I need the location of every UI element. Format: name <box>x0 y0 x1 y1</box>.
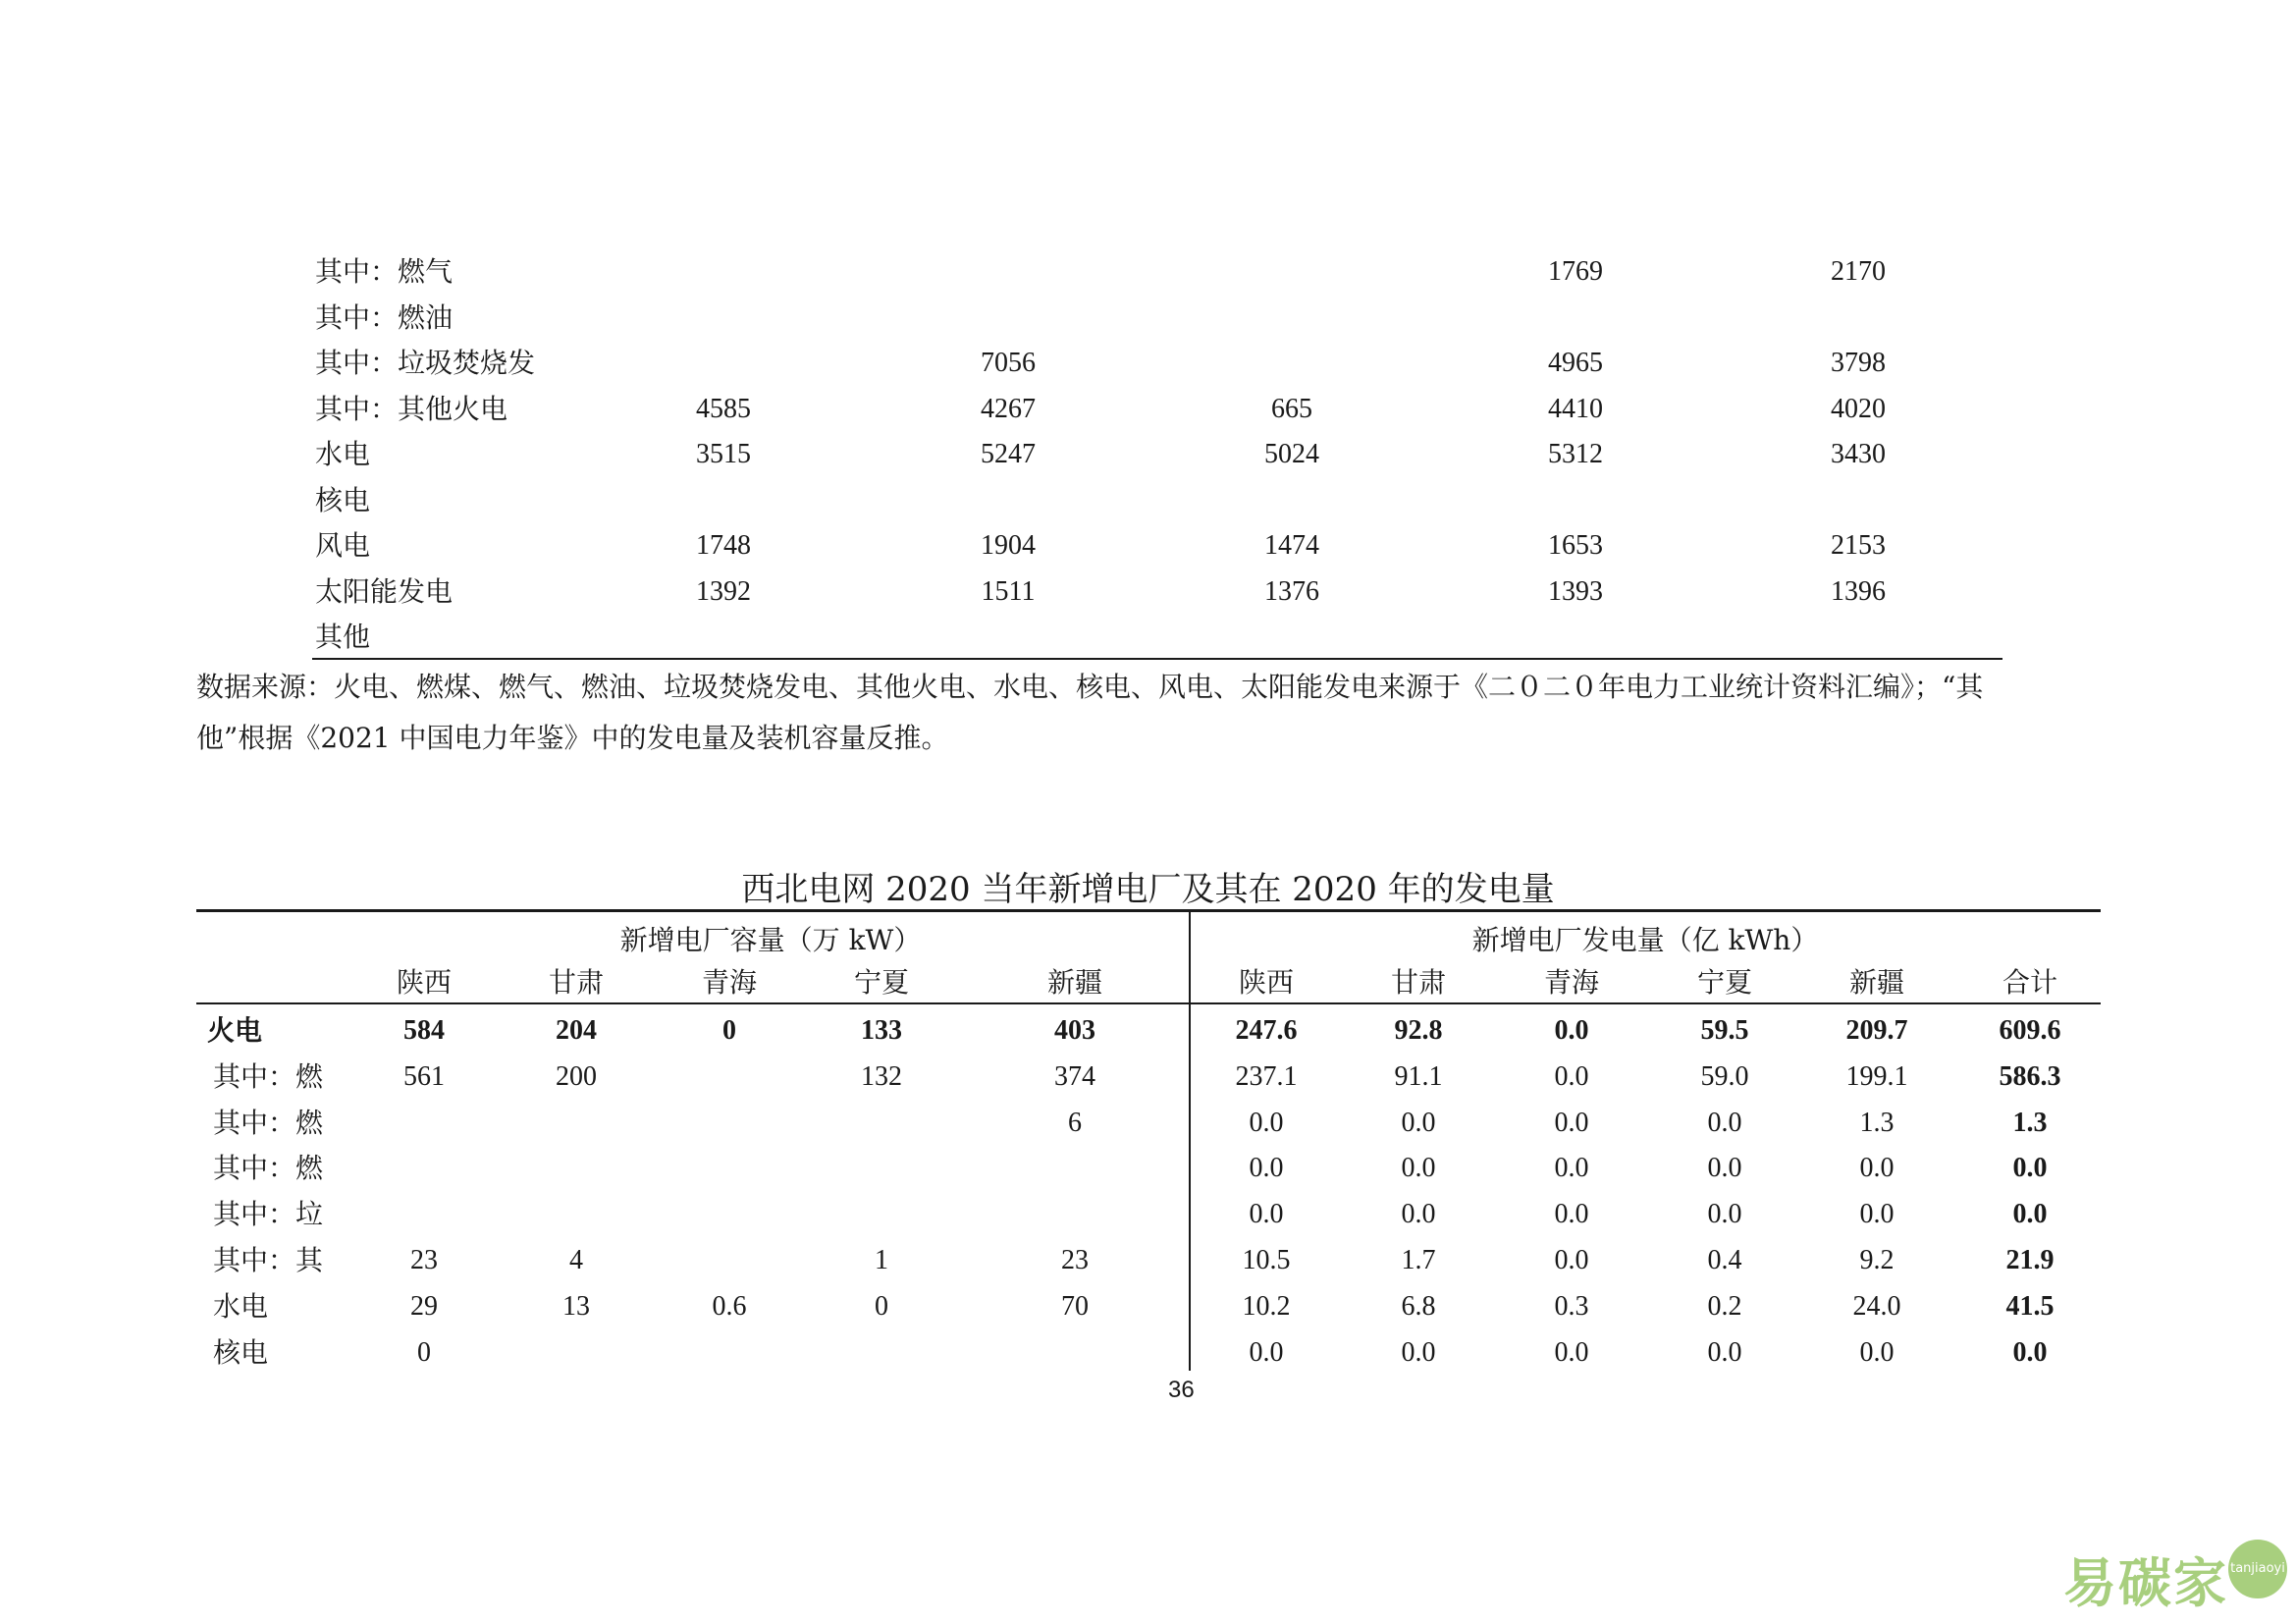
watermark-logo: 易碳家 <box>2063 1552 2228 1614</box>
total-cell: 0.0 <box>2012 1153 2048 1184</box>
generation-cell: 0.0 <box>1859 1153 1895 1184</box>
generation-cell: 1.3 <box>1859 1107 1895 1138</box>
generation-cell: 59.0 <box>1700 1060 1749 1092</box>
generation-cell: 0.0 <box>1401 1107 1436 1138</box>
generation-cell: 9.2 <box>1859 1245 1895 1275</box>
capacity-cell: 1 <box>875 1245 888 1275</box>
capacity-cell: 0 <box>875 1290 888 1322</box>
capacity-cell: 23 <box>410 1245 438 1275</box>
table1-cell: 4965 <box>1548 348 1603 378</box>
capacity-column-header: 陕西 <box>396 968 452 999</box>
generation-cell: 0.2 <box>1707 1290 1742 1322</box>
total-cell: 0.0 <box>2012 1199 2048 1230</box>
table2-row-label: 水电 <box>213 1289 269 1323</box>
generation-cell: 1.7 <box>1401 1245 1436 1275</box>
table1-row-label: 核电 <box>315 483 371 516</box>
table1-cell: 1511 <box>981 575 1036 607</box>
table1-row-label: 太阳能发电 <box>315 574 454 608</box>
table1-row-label: 其中：燃气 <box>315 255 454 288</box>
generation-column-header: 新疆 <box>1848 968 1904 999</box>
table1-cell: 3798 <box>1831 348 1886 378</box>
capacity-cell: 13 <box>562 1290 590 1322</box>
watermark-logo-badge: tanjiaoyi <box>2228 1540 2287 1598</box>
generation-cell: 10.2 <box>1242 1290 1291 1322</box>
generation-cell: 0.0 <box>1859 1336 1895 1368</box>
table1-cell: 1396 <box>1831 575 1886 607</box>
top-table-bottom-rule <box>312 658 2002 660</box>
generation-cell: 199.1 <box>1845 1060 1908 1092</box>
capacity-cell: 0 <box>722 1015 736 1046</box>
table2-row-label: 火电 <box>207 1014 263 1047</box>
capacity-cell: 6 <box>1068 1107 1082 1138</box>
table1-cell: 3430 <box>1831 439 1886 469</box>
generation-cell: 0.0 <box>1401 1336 1436 1368</box>
capacity-cell: 374 <box>1054 1060 1095 1092</box>
capacity-cell: 0 <box>417 1336 431 1368</box>
generation-cell: 0.0 <box>1249 1199 1284 1230</box>
generation-cell: 0.0 <box>1249 1336 1284 1368</box>
table1-cell: 1474 <box>1264 530 1319 561</box>
generation-column-header: 宁夏 <box>1696 968 1752 999</box>
capacity-cell: 133 <box>861 1015 902 1046</box>
generation-cell: 0.0 <box>1707 1199 1742 1230</box>
capacity-column-header: 甘肃 <box>548 968 604 999</box>
generation-column-header: 陕西 <box>1238 968 1294 999</box>
generation-cell: 0.0 <box>1554 1199 1589 1230</box>
table1-row-label: 其中：燃油 <box>315 300 454 334</box>
table2-row-label: 其中：燃 <box>213 1152 324 1185</box>
generation-cell: 0.0 <box>1859 1199 1895 1230</box>
generation-cell: 247.6 <box>1235 1015 1298 1046</box>
generation-cell: 0.0 <box>1554 1153 1589 1184</box>
table1-row-label: 其中：垃圾焚烧发 <box>315 347 536 379</box>
table1-cell: 665 <box>1271 393 1312 424</box>
page-number: 36 <box>1168 1377 1195 1403</box>
table2-top-rule <box>196 909 2101 912</box>
capacity-cell: 403 <box>1054 1015 1095 1046</box>
generation-cell: 237.1 <box>1235 1060 1298 1092</box>
table1-cell: 1904 <box>981 530 1036 561</box>
table-caption: 西北电网 2020 当年新增电厂及其在 2020 年的发电量 <box>741 870 1555 909</box>
generation-cell: 0.0 <box>1707 1153 1742 1184</box>
table1-cell: 7056 <box>981 348 1036 378</box>
generation-cell: 209.7 <box>1845 1015 1908 1046</box>
table1-cell: 2153 <box>1831 530 1886 561</box>
generation-cell: 59.5 <box>1700 1015 1749 1046</box>
generation-cell: 0.0 <box>1401 1199 1436 1230</box>
generation-cell: 0.0 <box>1401 1153 1436 1184</box>
table2-row-label: 其中：燃 <box>213 1106 324 1139</box>
table1-row-label: 其他 <box>315 621 371 653</box>
total-cell: 21.9 <box>2005 1245 2055 1275</box>
generation-cell: 0.0 <box>1554 1245 1589 1275</box>
generation-cell: 0.0 <box>1249 1153 1284 1184</box>
table1-cell: 3515 <box>696 439 751 469</box>
table1-cell: 4267 <box>981 393 1036 424</box>
generation-column-header: 甘肃 <box>1390 968 1446 999</box>
capacity-column-header: 青海 <box>701 968 757 999</box>
generation-cell: 10.5 <box>1242 1245 1291 1275</box>
generation-cell: 0.0 <box>1249 1107 1284 1138</box>
capacity-column-header: 新疆 <box>1046 968 1102 999</box>
generation-cell: 0.0 <box>1707 1336 1742 1368</box>
capacity-cell: 200 <box>556 1060 597 1092</box>
table1-cell: 5247 <box>981 439 1036 469</box>
table1-cell: 5312 <box>1548 439 1603 469</box>
capacity-group-header: 新增电厂容量（万 kW） <box>619 924 922 956</box>
table2-row-label: 其中：垃 <box>213 1198 324 1231</box>
generation-cell: 0.3 <box>1554 1290 1589 1322</box>
capacity-cell: 204 <box>556 1015 597 1046</box>
total-cell: 609.6 <box>1999 1015 2061 1046</box>
capacity-cell: 0.6 <box>712 1290 747 1322</box>
table2-row-label: 其中：燃 <box>213 1059 324 1093</box>
table1-cell: 1653 <box>1548 530 1603 561</box>
generation-column-header: 合计 <box>2002 968 2057 999</box>
generation-column-header: 青海 <box>1543 968 1599 999</box>
generation-cell: 0.4 <box>1707 1245 1742 1275</box>
capacity-cell: 561 <box>403 1060 445 1092</box>
generation-cell: 0.0 <box>1554 1015 1589 1046</box>
total-cell: 1.3 <box>2012 1107 2048 1138</box>
table1-cell: 5024 <box>1264 439 1319 469</box>
total-cell: 41.5 <box>2005 1290 2055 1322</box>
generation-cell: 6.8 <box>1401 1290 1436 1322</box>
table1-cell: 2170 <box>1831 256 1886 287</box>
table1-row-label: 风电 <box>315 529 371 562</box>
generation-group-header: 新增电厂发电量（亿 kWh） <box>1471 924 1819 956</box>
table1-cell: 1392 <box>696 575 751 607</box>
capacity-column-header: 宁夏 <box>853 968 909 999</box>
generation-cell: 0.0 <box>1707 1107 1742 1138</box>
source-note-line-1: 数据来源：火电、燃煤、燃气、燃油、垃圾焚烧发电、其他火电、水电、核电、风电、太阳能发电来源于《二０二０年电力工业统计资料汇编》；“其 <box>196 671 1984 703</box>
table1-cell: 1393 <box>1548 575 1603 607</box>
source-note-line-2: 他”根据《2021 中国电力年鉴》中的发电量及装机容量反推。 <box>196 722 949 754</box>
generation-cell: 0.0 <box>1554 1107 1589 1138</box>
table1-cell: 1376 <box>1264 575 1319 607</box>
table1-cell: 4410 <box>1548 393 1603 424</box>
generation-cell: 92.8 <box>1394 1015 1443 1046</box>
table1-cell: 4020 <box>1831 393 1886 424</box>
generation-cell: 0.0 <box>1554 1336 1589 1368</box>
generation-cell: 24.0 <box>1852 1290 1901 1322</box>
table2-row-label: 核电 <box>213 1335 269 1369</box>
capacity-cell: 23 <box>1061 1245 1089 1275</box>
capacity-cell: 132 <box>861 1060 902 1092</box>
table1-cell: 1748 <box>696 530 751 561</box>
table1-cell: 4585 <box>696 393 751 424</box>
generation-cell: 0.0 <box>1554 1060 1589 1092</box>
total-cell: 0.0 <box>2012 1336 2048 1368</box>
table1-row-label: 水电 <box>315 438 371 470</box>
table1-cell: 1769 <box>1548 256 1603 287</box>
capacity-cell: 584 <box>403 1015 445 1046</box>
table1-row-label: 其中：其他火电 <box>315 392 508 425</box>
generation-cell: 91.1 <box>1394 1060 1443 1092</box>
capacity-cell: 70 <box>1061 1290 1089 1322</box>
table2-row-label: 其中：其 <box>213 1244 324 1276</box>
total-cell: 586.3 <box>1999 1060 2061 1092</box>
capacity-cell: 29 <box>410 1290 438 1322</box>
capacity-cell: 4 <box>569 1245 583 1275</box>
